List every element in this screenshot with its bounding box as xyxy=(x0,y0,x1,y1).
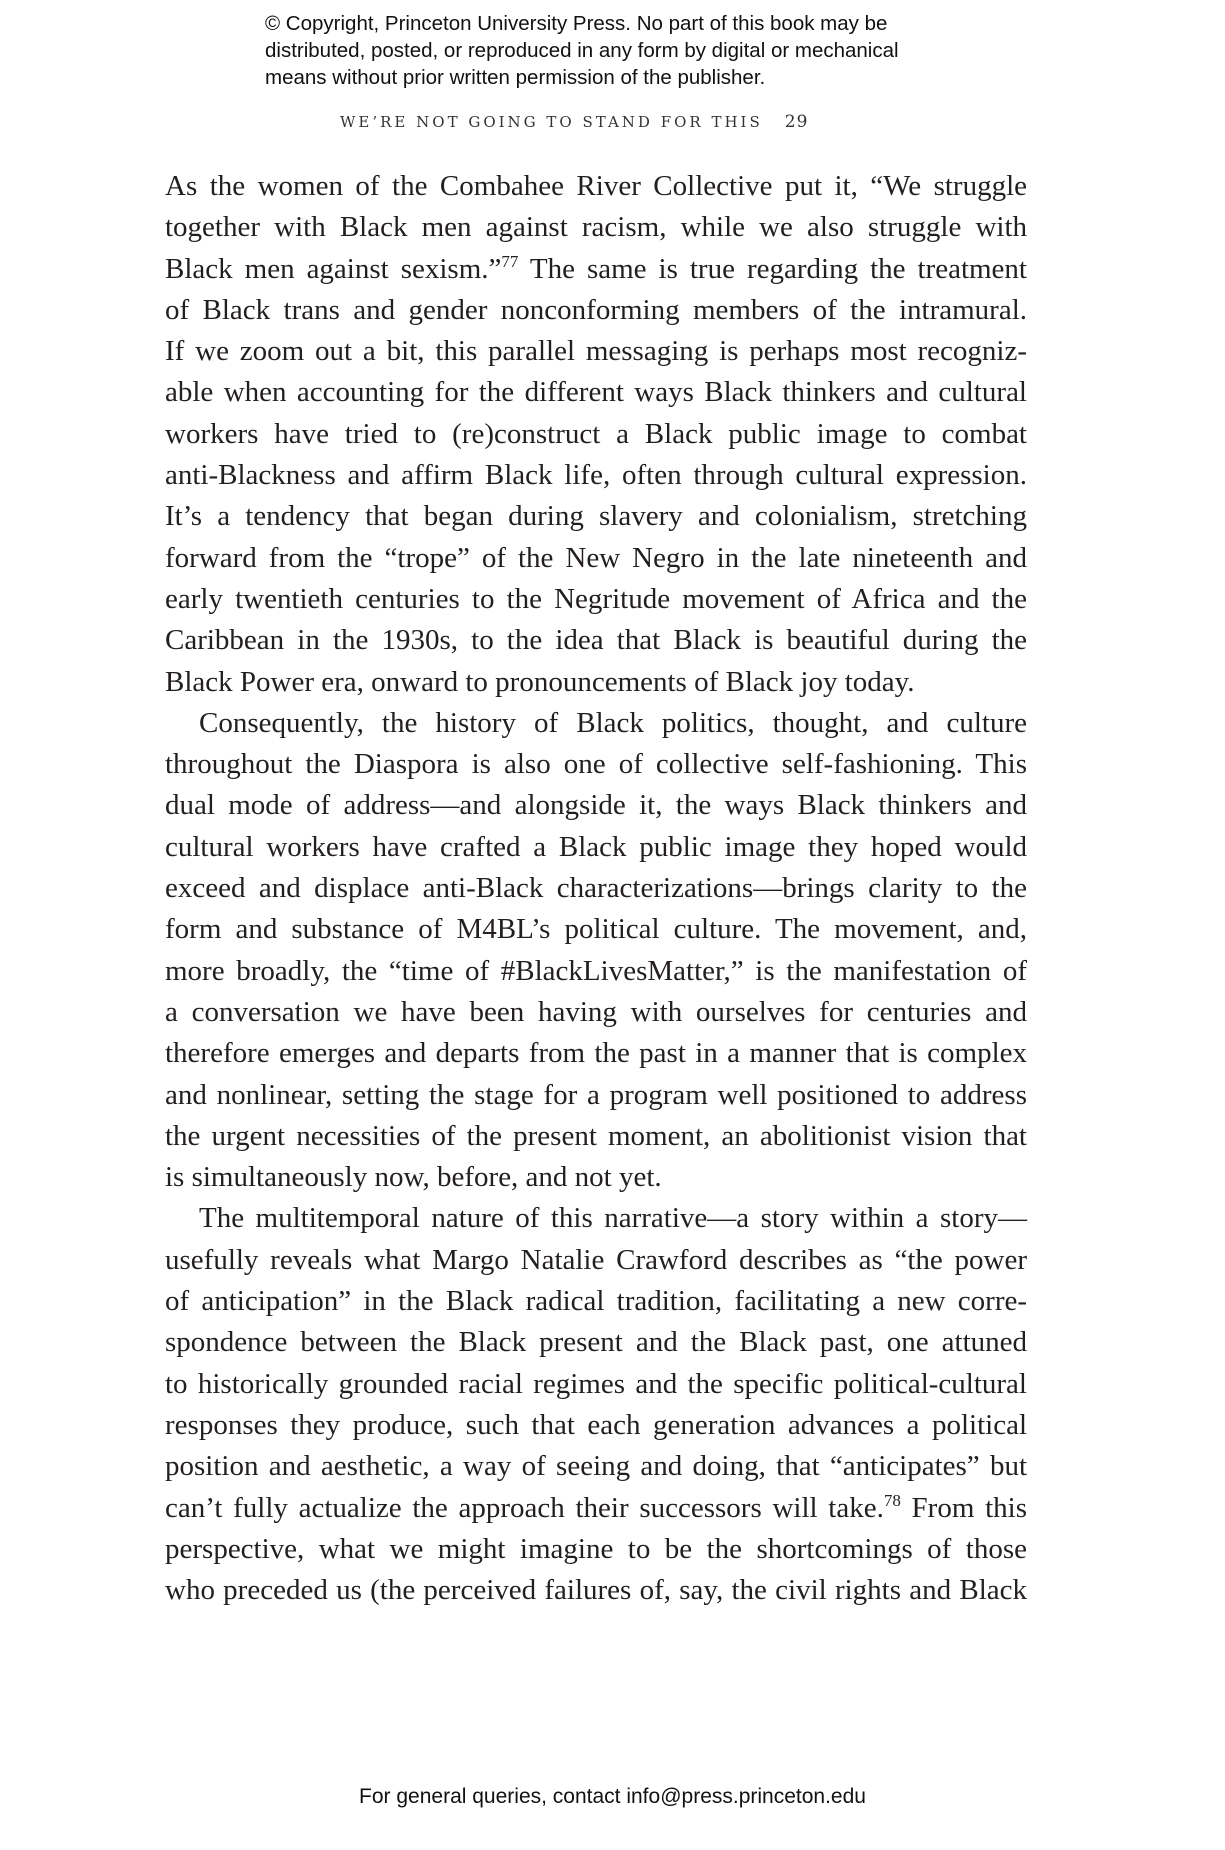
text-segment: Black men against sexism.” xyxy=(165,252,502,285)
text-line xyxy=(165,1364,1027,1405)
text-segment: able when accounting for the different ways Black thinkers and cultural xyxy=(165,376,1027,409)
footnote-reference: 78 xyxy=(883,1490,901,1510)
text-segment: forward from the “trope” of the New Negro in the late nineteenth and xyxy=(165,541,1027,574)
text-line xyxy=(165,166,1027,207)
text-segment: usefully reveals what Margo Natalie Crawford describes as “the power xyxy=(165,1243,1027,1276)
text-line xyxy=(165,1488,1027,1529)
text-line xyxy=(165,290,1027,331)
text-line xyxy=(165,1116,1027,1157)
text-line xyxy=(165,785,1027,826)
text-line xyxy=(165,1322,1027,1363)
text-line xyxy=(165,414,1027,455)
text-segment: can’t fully actualize the approach their successors will take. xyxy=(165,1491,884,1524)
text-line xyxy=(165,1198,1027,1239)
text-line xyxy=(165,538,1027,579)
text-segment: of Black trans and gender nonconforming members of the intramural. xyxy=(165,293,1027,326)
running-head xyxy=(340,112,860,132)
text-segment: As the women of the Combahee River Collective put it, “We struggle xyxy=(165,170,1027,202)
text-line xyxy=(165,372,1027,413)
text-line xyxy=(165,1570,1027,1611)
text-segment: throughout the Diaspora is also one of collective self-fashioning. This xyxy=(165,748,1027,781)
text-line xyxy=(165,1157,1027,1198)
body-text xyxy=(165,166,1027,1611)
text-line xyxy=(165,496,1027,537)
paragraph xyxy=(165,1198,1027,1611)
text-segment: exceed and displace anti-Black characterizations—brings clarity to the xyxy=(165,872,1027,905)
text-segment: early twentieth centuries to the Negritude movement of Africa and the xyxy=(165,582,1027,615)
text-segment: responses they produce, such that each generation advances a political xyxy=(165,1408,1027,1441)
text-segment: cultural workers have crafted a Black public image they hoped would xyxy=(165,830,1027,863)
text-line xyxy=(165,951,1027,992)
running-head-title: WE’RE NOT GOING TO STAND FOR THIS xyxy=(340,113,763,131)
text-segment: more broadly, the “time of #BlackLivesMatter,” is the manifestation of xyxy=(165,954,1027,987)
text-line xyxy=(165,620,1027,661)
text-line xyxy=(165,827,1027,868)
footnote-reference: 77 xyxy=(501,251,519,271)
text-segment: to historically grounded racial regimes and the specific political-cultural xyxy=(165,1367,1027,1400)
copyright-line: distributed, posted, or reproduced in any form by digital or mechanical xyxy=(265,39,899,62)
text-segment: If we zoom out a bit, this parallel messaging is perhaps most recogniz- xyxy=(165,335,1027,368)
text-line xyxy=(165,1529,1027,1570)
text-line xyxy=(165,207,1027,248)
text-segment: therefore emerges and departs from the past in a manner that is complex xyxy=(165,1037,1027,1070)
text-segment: From this xyxy=(900,1491,1027,1524)
text-segment: The same is true regarding the treatment xyxy=(518,252,1027,285)
copyright-line: means without prior written permission of the publisher. xyxy=(265,66,766,89)
text-line xyxy=(165,868,1027,909)
text-segment: spondence between the Black present and the Black past, one attuned xyxy=(165,1326,1027,1359)
text-line xyxy=(165,331,1027,372)
text-segment: The multitemporal nature of this narrative—a story within a story— xyxy=(199,1202,1027,1235)
text-segment: is simultaneously now, before, and not yet. xyxy=(165,1161,662,1194)
text-line xyxy=(165,249,1027,290)
footer-contact: For general queries, contact info@press.princeton.edu xyxy=(359,1785,866,1808)
text-line xyxy=(165,662,1027,703)
text-segment: workers have tried to (re)construct a Black public image to combat xyxy=(165,417,1027,450)
text-segment: It’s a tendency that began during slavery and colonialism, stretching xyxy=(165,500,1027,533)
text-line xyxy=(165,1446,1027,1487)
text-segment: position and aesthetic, a way of seeing and doing, that “anticipates” but xyxy=(165,1450,1027,1483)
text-segment: Consequently, the history of Black politics, thought, and culture xyxy=(199,706,1027,739)
text-line xyxy=(165,1281,1027,1322)
text-segment: form and substance of M4BL’s political culture. The movement, and, xyxy=(165,913,1027,946)
text-segment: and nonlinear, setting the stage for a program well positioned to address xyxy=(165,1078,1027,1111)
text-segment: Black Power era, onward to pronouncements of Black joy today. xyxy=(165,665,915,698)
text-line xyxy=(165,744,1027,785)
paragraph xyxy=(165,703,1027,1199)
text-line xyxy=(165,1240,1027,1281)
text-line xyxy=(165,579,1027,620)
text-segment: perspective, what we might imagine to be the shortcomings of those xyxy=(165,1532,1027,1565)
text-line xyxy=(165,992,1027,1033)
text-segment: anti-Blackness and affirm Black life, often through cultural expression. xyxy=(165,459,1027,492)
text-line xyxy=(165,1075,1027,1116)
text-segment: of anticipation” in the Black radical tradition, facilitating a new corre- xyxy=(165,1285,1027,1318)
text-segment: who preceded us (the perceived failures of, say, the civil rights and Black xyxy=(165,1574,1027,1607)
text-line xyxy=(165,1033,1027,1074)
text-segment: the urgent necessities of the present moment, an abolitionist vision that xyxy=(165,1119,1027,1152)
text-segment: together with Black men against racism, while we also struggle with xyxy=(165,211,1027,244)
copyright-line: © Copyright, Princeton University Press. No part of this book may be xyxy=(265,12,888,35)
text-segment: dual mode of address—and alongside it, the ways Black thinkers and xyxy=(165,789,1027,822)
text-line xyxy=(165,455,1027,496)
paragraph xyxy=(165,166,1027,703)
page-number: 29 xyxy=(784,112,809,132)
text-segment: Caribbean in the 1930s, to the idea that Black is beautiful during the xyxy=(165,624,1027,657)
copyright-notice xyxy=(265,10,1025,91)
text-segment: a conversation we have been having with ourselves for centuries and xyxy=(165,995,1027,1028)
text-line xyxy=(165,909,1027,950)
text-line xyxy=(165,1405,1027,1446)
text-line xyxy=(165,703,1027,744)
